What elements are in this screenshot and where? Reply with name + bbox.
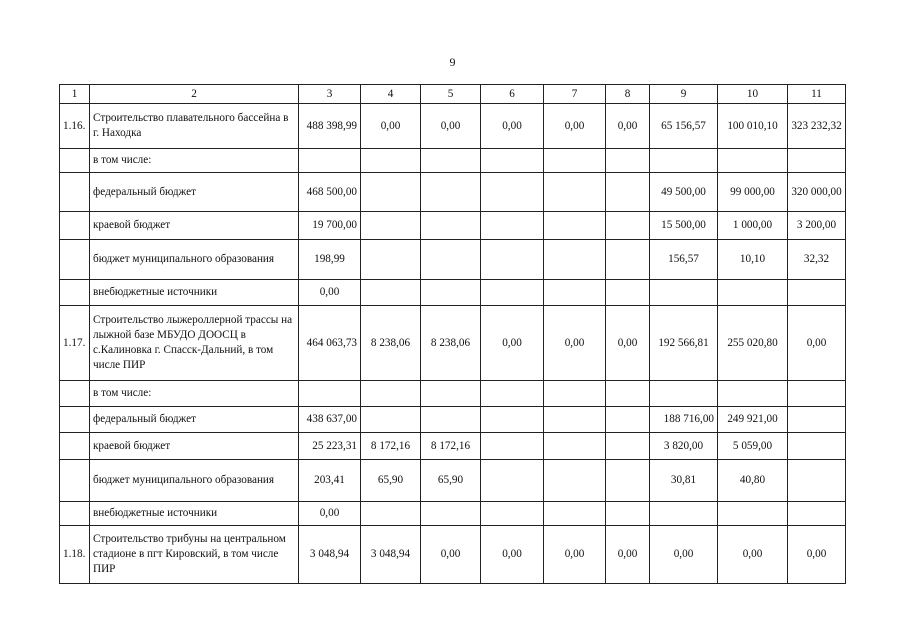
cell: [361, 240, 421, 280]
row-index: [60, 381, 90, 407]
header-cell: 6: [481, 85, 544, 104]
header-row: [60, 85, 846, 104]
cell: [361, 502, 421, 526]
cell: 255 020,80: [718, 306, 788, 381]
cell: [788, 381, 846, 407]
cell: [421, 212, 481, 240]
cell: [606, 407, 650, 433]
cell: [606, 502, 650, 526]
table-row: [60, 104, 846, 149]
cell: 0,00: [788, 526, 846, 584]
row-name: Строительство плавательного бассейна в г. Находка: [90, 104, 299, 149]
cell: 100 010,10: [718, 104, 788, 149]
cell: 0,00: [650, 526, 718, 584]
cell: [650, 280, 718, 306]
budget-table: [59, 84, 846, 584]
cell: [421, 407, 481, 433]
cell: [788, 149, 846, 173]
header-cell: 5: [421, 85, 481, 104]
cell: [606, 240, 650, 280]
cell: [481, 173, 544, 212]
cell-total: 0,00: [299, 502, 361, 526]
cell: [421, 149, 481, 173]
cell: 0,00: [788, 306, 846, 381]
cell: 65 156,57: [650, 104, 718, 149]
row-index: 1.18.: [60, 526, 90, 584]
cell: [481, 460, 544, 502]
table-row: [60, 240, 846, 280]
cell: 8 238,06: [421, 306, 481, 381]
cell: [299, 149, 361, 173]
cell: [421, 381, 481, 407]
cell: 40,80: [718, 460, 788, 502]
row-index: [60, 149, 90, 173]
cell: 188 716,00: [650, 407, 718, 433]
cell: [421, 240, 481, 280]
cell: [606, 433, 650, 460]
cell: 0,00: [544, 104, 606, 149]
cell: 323 232,32: [788, 104, 846, 149]
cell: [650, 502, 718, 526]
cell: [788, 407, 846, 433]
row-index: [60, 502, 90, 526]
header-cell: 10: [718, 85, 788, 104]
table-row: [60, 306, 846, 381]
cell: 0,00: [421, 104, 481, 149]
cell: [544, 280, 606, 306]
cell: [718, 502, 788, 526]
cell: [606, 460, 650, 502]
cell: [788, 433, 846, 460]
cell: [481, 381, 544, 407]
cell: 10,10: [718, 240, 788, 280]
cell-total: 3 048,94: [299, 526, 361, 584]
cell: 30,81: [650, 460, 718, 502]
cell: [788, 280, 846, 306]
cell-total: 468 500,00: [299, 173, 361, 212]
cell: [544, 212, 606, 240]
table-row: [60, 212, 846, 240]
cell-total: 464 063,73: [299, 306, 361, 381]
cell: [544, 240, 606, 280]
cell: 0,00: [481, 104, 544, 149]
cell: [481, 433, 544, 460]
cell: 249 921,00: [718, 407, 788, 433]
row-name: Строительство лыжероллерной трассы на лыжной базе МБУДО ДООСЦ в с.Калиновка г. Спасск-Дальний, в том числе ПИР: [90, 306, 299, 381]
cell: 8 172,16: [361, 433, 421, 460]
cell: [361, 212, 421, 240]
cell: [718, 280, 788, 306]
cell: 0,00: [481, 526, 544, 584]
cell: [421, 280, 481, 306]
row-index: [60, 407, 90, 433]
row-index: [60, 280, 90, 306]
cell: 0,00: [421, 526, 481, 584]
cell: [718, 149, 788, 173]
cell: 5 059,00: [718, 433, 788, 460]
cell: [361, 280, 421, 306]
header-cell: 8: [606, 85, 650, 104]
cell: [361, 149, 421, 173]
cell-total: 198,99: [299, 240, 361, 280]
cell: [481, 502, 544, 526]
table-row: [60, 149, 846, 173]
row-name: внебюджетные источники: [90, 280, 299, 306]
cell: 0,00: [481, 306, 544, 381]
cell: 65,90: [361, 460, 421, 502]
cell: 8 172,16: [421, 433, 481, 460]
cell: [544, 433, 606, 460]
table-row: [60, 433, 846, 460]
header-cell: 7: [544, 85, 606, 104]
cell: [788, 460, 846, 502]
cell-total: 25 223,31: [299, 433, 361, 460]
cell: 0,00: [606, 306, 650, 381]
cell: [606, 381, 650, 407]
row-index: [60, 240, 90, 280]
page-number: 9: [449, 55, 456, 69]
cell: [606, 280, 650, 306]
cell: 3 820,00: [650, 433, 718, 460]
cell: 0,00: [544, 306, 606, 381]
cell: [544, 381, 606, 407]
cell-total: 19 700,00: [299, 212, 361, 240]
cell: [481, 407, 544, 433]
cell: 0,00: [544, 526, 606, 584]
row-name: бюджет муниципального образования: [90, 460, 299, 502]
cell: [606, 212, 650, 240]
row-index: 1.16.: [60, 104, 90, 149]
cell: 0,00: [718, 526, 788, 584]
header-cell: 9: [650, 85, 718, 104]
cell: [299, 381, 361, 407]
row-name: Строительство трибуны на центральном стадионе в пгт Кировский, в том числе ПИР: [90, 526, 299, 584]
cell: [544, 460, 606, 502]
cell-total: 438 637,00: [299, 407, 361, 433]
cell: [361, 173, 421, 212]
cell: 0,00: [361, 104, 421, 149]
header-cell: 1: [60, 85, 90, 104]
cell: 15 500,00: [650, 212, 718, 240]
row-index: [60, 212, 90, 240]
cell: [606, 173, 650, 212]
cell: [544, 502, 606, 526]
cell: [361, 407, 421, 433]
header-cell: 11: [788, 85, 846, 104]
cell: [481, 240, 544, 280]
header-cell: 2: [90, 85, 299, 104]
header-cell: 3: [299, 85, 361, 104]
cell: [788, 502, 846, 526]
cell-total: 488 398,99: [299, 104, 361, 149]
cell: 49 500,00: [650, 173, 718, 212]
row-index: [60, 460, 90, 502]
cell: [481, 149, 544, 173]
table-row: [60, 502, 846, 526]
cell: 192 566,81: [650, 306, 718, 381]
cell: [544, 407, 606, 433]
row-index: 1.17.: [60, 306, 90, 381]
table-row: [60, 526, 846, 584]
table-row: [60, 280, 846, 306]
cell: [361, 381, 421, 407]
cell: 0,00: [606, 526, 650, 584]
table-row: [60, 460, 846, 502]
row-name: федеральный бюджет: [90, 173, 299, 212]
cell-total: 0,00: [299, 280, 361, 306]
row-name: краевой бюджет: [90, 212, 299, 240]
cell: 156,57: [650, 240, 718, 280]
cell: [421, 502, 481, 526]
cell: [650, 381, 718, 407]
cell-total: 203,41: [299, 460, 361, 502]
cell: 65,90: [421, 460, 481, 502]
row-name: бюджет муниципального образования: [90, 240, 299, 280]
cell: 1 000,00: [718, 212, 788, 240]
cell: [481, 212, 544, 240]
cell: [650, 149, 718, 173]
cell: [606, 149, 650, 173]
table-row: [60, 173, 846, 212]
row-index: [60, 433, 90, 460]
table-row: [60, 407, 846, 433]
cell: [544, 173, 606, 212]
cell: 99 000,00: [718, 173, 788, 212]
cell: 32,32: [788, 240, 846, 280]
cell: [718, 381, 788, 407]
row-name: в том числе:: [90, 149, 299, 173]
cell: [544, 149, 606, 173]
row-name: краевой бюджет: [90, 433, 299, 460]
cell: 0,00: [606, 104, 650, 149]
table-row: [60, 381, 846, 407]
cell: [481, 280, 544, 306]
header-cell: 4: [361, 85, 421, 104]
row-name: внебюджетные источники: [90, 502, 299, 526]
cell: 3 200,00: [788, 212, 846, 240]
row-name: федеральный бюджет: [90, 407, 299, 433]
row-index: [60, 173, 90, 212]
cell: 8 238,06: [361, 306, 421, 381]
row-name: в том числе:: [90, 381, 299, 407]
cell: [421, 173, 481, 212]
cell: 3 048,94: [361, 526, 421, 584]
cell: 320 000,00: [788, 173, 846, 212]
